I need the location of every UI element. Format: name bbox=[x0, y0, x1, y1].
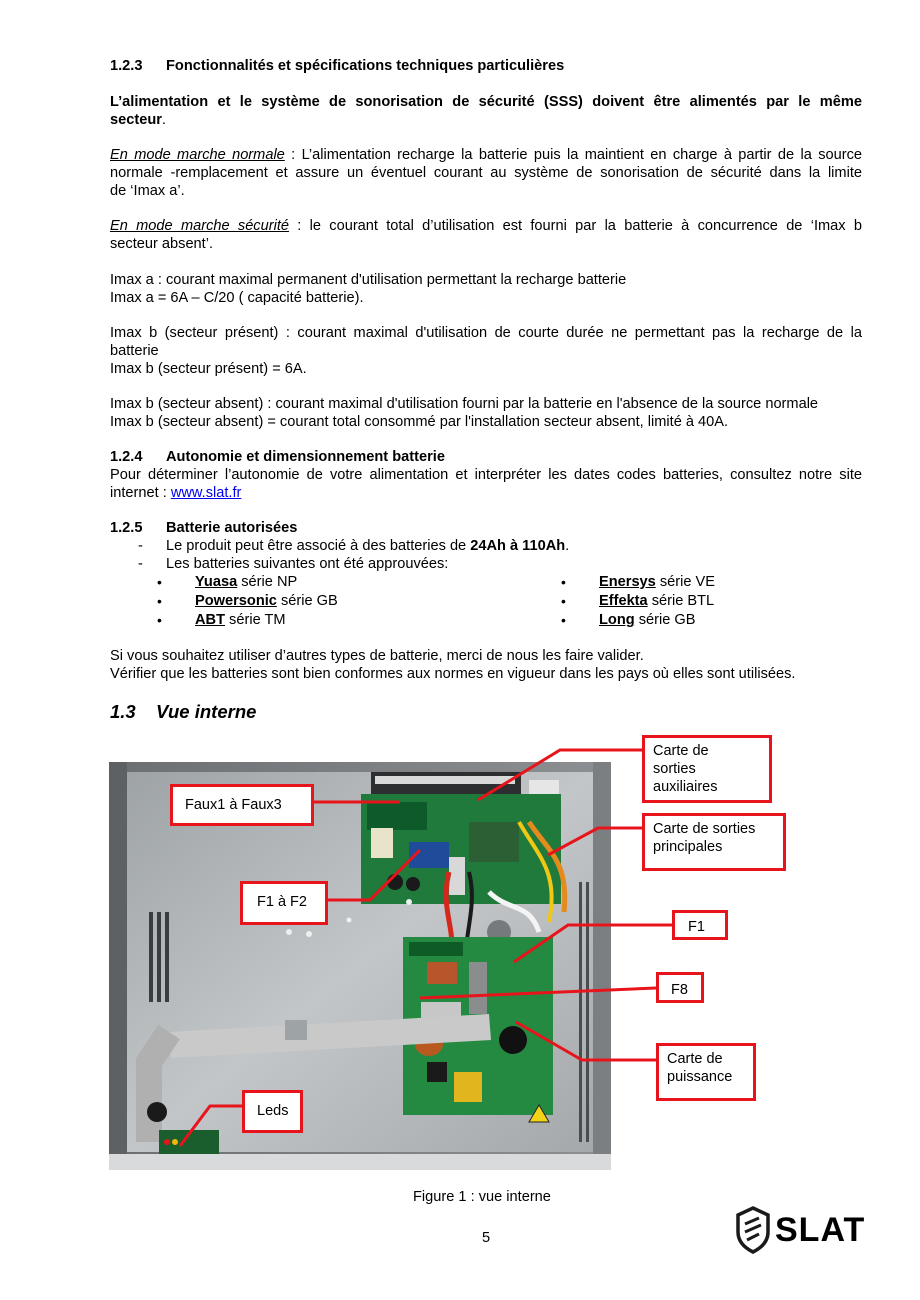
callout-main-outputs: Carte de sorties principales bbox=[642, 813, 786, 871]
autonomy-line2: internet : www.slat.fr bbox=[110, 485, 242, 501]
section-number: 1.2.5 bbox=[110, 520, 143, 536]
callout-f1-f2: F1 à F2 bbox=[240, 881, 328, 925]
callout-f1: F1 bbox=[672, 910, 728, 940]
slat-logo-text: SLAT bbox=[775, 1211, 866, 1249]
bullet-dot: • bbox=[157, 574, 162, 590]
section-title: Fonctionnalités et spécifications techniques particulières bbox=[166, 58, 565, 74]
battery-brand-item: Enersys série VE bbox=[599, 574, 716, 590]
bullet-dot: • bbox=[157, 612, 162, 628]
bold-requirement-line1: L’alimentation et le système de sonorisation de sécurité (SSS) doivent être alimentés par le même bbox=[110, 94, 862, 110]
slat-website-link[interactable]: www.slat.fr bbox=[170, 485, 242, 501]
section-title: Batterie autorisées bbox=[166, 520, 298, 536]
normal-mode-line1: En mode marche normale : L’alimentation recharge la batterie puis la maintient en charge à partir de la source bbox=[110, 147, 862, 163]
f1-callout-line bbox=[514, 925, 672, 962]
section-title: Vue interne bbox=[156, 701, 257, 722]
slat-logo bbox=[735, 1206, 870, 1256]
page-number: 5 bbox=[482, 1230, 491, 1246]
section-title: Autonomie et dimensionnement batterie bbox=[166, 449, 445, 465]
figure-caption: Figure 1 : vue interne bbox=[413, 1189, 551, 1205]
imax-b-present-line1: Imax b (secteur présent) : courant maximal d'utilisation de courte durée ne permettant pas la recharge de la bbox=[110, 325, 862, 341]
imax-b-present-line3: Imax b (secteur présent) = 6A. bbox=[110, 361, 307, 377]
aux-callout-line bbox=[478, 750, 642, 800]
validation-note: Si vous souhaitez utiliser d’autres types de batterie, merci de nous les faire valider. bbox=[110, 648, 644, 664]
imax-b-present-line2: batterie bbox=[110, 343, 159, 359]
normal-mode-line3: de ‘Imax a’. bbox=[110, 183, 185, 199]
leds-callout-line bbox=[180, 1106, 242, 1146]
callout-faux: Faux1 à Faux3 bbox=[170, 784, 314, 826]
battery-brand-item: Long série GB bbox=[599, 612, 696, 628]
slat-shield-icon bbox=[735, 1206, 771, 1254]
security-mode-line1: En mode marche sécurité : le courant total d’utilisation est fourni par la batterie à concurrence de ‘Imax b bbox=[110, 218, 862, 234]
f8-callout-line bbox=[420, 988, 656, 998]
battery-brand-item: Powersonic série GB bbox=[195, 593, 338, 609]
bullet-dot: • bbox=[561, 612, 566, 628]
f1f2-callout-line bbox=[326, 850, 420, 900]
section-number: 1.2.4 bbox=[110, 449, 143, 465]
battery-brand-item: ABT série TM bbox=[195, 612, 286, 628]
callout-aux-outputs: Carte de sorties auxiliaires bbox=[642, 735, 772, 803]
section-number: 1.3 bbox=[110, 701, 136, 722]
imax-b-absent-line2: Imax b (secteur absent) = courant total consommé par l'installation secteur absent, limité à 40A. bbox=[110, 414, 729, 430]
dash-bullet: - bbox=[138, 556, 143, 572]
main-callout-line bbox=[548, 828, 642, 855]
dash-bullet: - bbox=[138, 538, 143, 554]
bold-requirement-line2: secteur. bbox=[110, 112, 166, 128]
security-mode-line2: secteur absent’. bbox=[110, 236, 214, 252]
bullet-dot: • bbox=[157, 593, 162, 609]
imax-a-line2: Imax a = 6A – C/20 ( capacité batterie). bbox=[110, 290, 364, 306]
bullet-dot: • bbox=[561, 574, 566, 590]
power-callout-line bbox=[516, 1022, 656, 1060]
compliance-note: Vérifier que les batteries sont bien conformes aux normes en vigueur dans les pays où elles sont utilisées. bbox=[110, 666, 796, 682]
battery-capacity-item: Le produit peut être associé à des batteries de 24Ah à 110Ah. bbox=[166, 538, 570, 554]
battery-brand-item: Effekta série BTL bbox=[599, 593, 715, 609]
autonomy-line1: Pour déterminer l’autonomie de votre alimentation et interpréter les dates codes batteries, consultez notre site bbox=[110, 467, 862, 483]
normal-mode-line2: normale -remplacement et assure un éventuel courant au système de sonorisation de sécurité dans la limite bbox=[110, 165, 862, 181]
section-number: 1.2.3 bbox=[110, 58, 143, 74]
imax-b-absent-line1: Imax b (secteur absent) : courant maximal d'utilisation fourni par la batterie en l'absence de la source normale bbox=[110, 396, 819, 412]
callout-f8: F8 bbox=[656, 972, 704, 1003]
security-mode-label: En mode marche sécurité bbox=[110, 218, 289, 234]
approved-batteries-item: Les batteries suivantes ont été approuvées: bbox=[166, 556, 449, 572]
callout-power-board: Carte de puissance bbox=[656, 1043, 756, 1101]
imax-a-line1: Imax a : courant maximal permanent d'utilisation permettant la recharge batterie bbox=[110, 272, 627, 288]
normal-mode-label: En mode marche normale bbox=[110, 147, 285, 163]
bullet-dot: • bbox=[561, 593, 566, 609]
callout-leds: Leds bbox=[242, 1090, 303, 1133]
battery-brand-item: Yuasa série NP bbox=[195, 574, 298, 590]
